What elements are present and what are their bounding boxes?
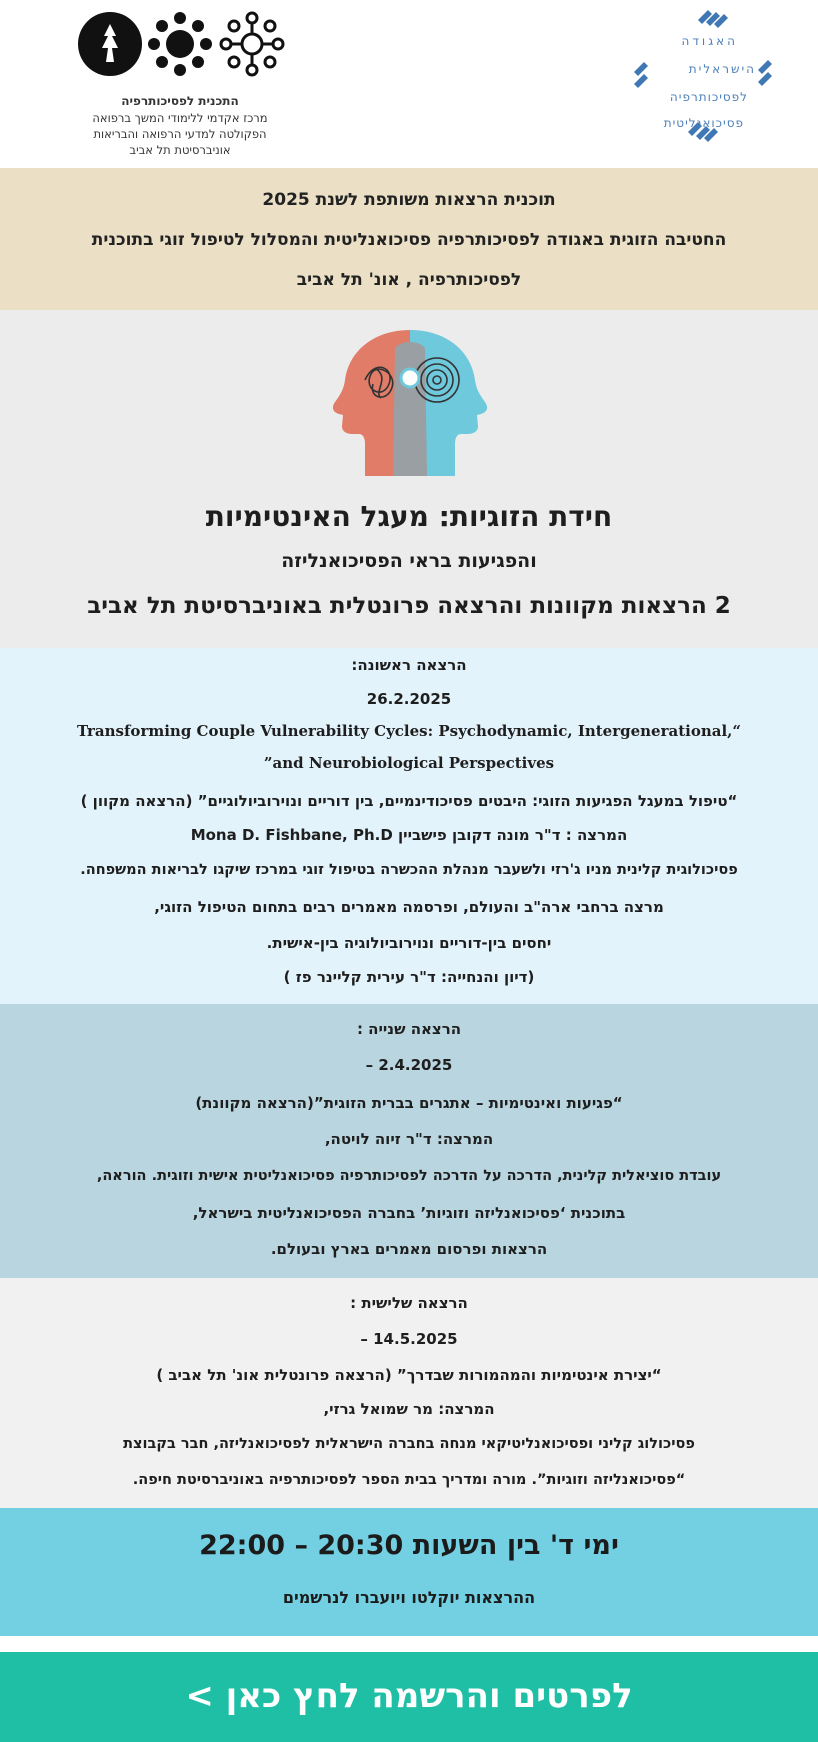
program-name: התכנית לפסיכותרפיה — [121, 94, 239, 108]
program-university: אוניברסיטת תל אביב — [129, 143, 231, 157]
register-button[interactable] — [0, 1652, 818, 1742]
lecture-3-lecturer: המרצה: מר שמואל גרזי, — [323, 1400, 495, 1418]
header — [0, 0, 818, 168]
lecture-2-section — [0, 1004, 818, 1278]
lecture-3-bio-1: פסיכולוג קליני ופסיכואנליטיקאי מנחה בחברה הישראלית לפסיכואנליזה, חבר בקבוצת — [123, 1436, 695, 1452]
schedule-note: ההרצאות יוקלטו ויועברו לנרשמים — [282, 1588, 536, 1607]
continuing-education-icon — [221, 13, 283, 75]
association-name-line1: האגודה — [681, 34, 738, 48]
schedule-band — [0, 1508, 818, 1636]
schedule-time: ימי ד' בין השעות 20:30 – 22:00 — [199, 1530, 619, 1561]
lecture-3-heading: הרצאה שלישית : — [350, 1294, 468, 1312]
lecture-1-date: 26.2.2025 — [366, 690, 452, 708]
register-button-label: לפרטים והרשמה לחץ כאן > — [185, 1676, 633, 1716]
lecture-2-bio-2: בתוכנית ‘פסיכואנליזה וזוגיות’ בחברה הפסיכואנליטית בישראל, — [192, 1204, 626, 1222]
tau-emblem-icon — [78, 12, 142, 76]
announcement-band — [0, 168, 818, 310]
association-logo — [628, 10, 778, 150]
lecture-2-date: 2.4.2025 – — [365, 1056, 453, 1074]
hero — [0, 310, 818, 648]
university-icons — [76, 10, 286, 80]
lecture-1-section — [0, 648, 818, 1004]
lecture-3-date: 14.5.2025 – — [360, 1330, 458, 1348]
lecture-2-heading: הרצאה שנייה : — [356, 1020, 462, 1038]
lecture-3-section — [0, 1278, 818, 1508]
event-title: חידת הזוגיות: מעגל האינטימיות — [205, 500, 613, 533]
university-logo — [70, 10, 290, 160]
event-format: 2 הרצאות מקוונות והרצאה פרונטלית באוניברסיטת תל אביב — [87, 593, 731, 619]
association-name-line3: לפסיכותרפיה — [669, 90, 748, 104]
medicine-faculty-icon — [148, 12, 212, 76]
lecture-2-bio-3: הרצאות ופרסום מאמרים בארץ ובעולם. — [270, 1240, 548, 1258]
association-name-line2: הישראלית — [688, 62, 756, 76]
event-subtitle: והפגיעות בראי הפסיכואנליזה — [281, 550, 537, 572]
lecture-1-moderator: (דיון והנחייה: ד"ר עירית קליינר פז ) — [283, 968, 535, 986]
lecture-1-bio-3: יחסים בין-דוריים ונוירוביולוגיה בין-אישית. — [266, 934, 552, 952]
lecture-1-bio-1: פסיכולוגית קלינית מניו ג'רזי ולשעבר מנהלת ההכשרה בטיפול זוגי במרכז שיקגו לבריאות המשפחה. — [80, 862, 738, 878]
two-heads-icon — [315, 328, 505, 476]
lecture-1-title-he: “טיפול במעגל הפגיעות הזוגי: היבטים פסיכודינמיים, בין דוריים ונוירוביולוגיים” (הרצאה מקוון ) — [80, 792, 738, 810]
lecture-3-bio-2: “פסיכואנליזה וזוגיות”. מורה ומדריך בבית הספר לפסיכותרפיה באוניברסיטת חיפה. — [132, 1472, 686, 1488]
announcement-line1: תוכנית הרצאות משותפת לשנת 2025 — [262, 190, 556, 210]
lecture-1-lecturer: המרצה : ד"ר מונה דקובן פישביין Mona D. Fishbane, Ph.D — [190, 826, 628, 844]
association-name-line4: פסיכואנליטית — [663, 116, 744, 130]
lecture-1-bio-2: מרצה ברחבי ארה"ב והעולם, ופרסמה מאמרים רבים בתחום הטיפול הזוגי, — [154, 898, 664, 916]
lecture-2-lecturer: המרצה: ד"ר זיוה לויטה, — [324, 1130, 494, 1148]
spacer — [0, 1636, 818, 1652]
announcement-line2: החטיבה הזוגית באגודה לפסיכותרפיה פסיכואנליטית והמסלול לטיפול זוגי בתוכנית — [91, 230, 727, 250]
program-faculty: הפקולטה למדעי הרפואה והבריאות — [93, 127, 267, 141]
lecture-1-heading: הרצאה ראשונה: — [351, 656, 467, 674]
lecture-1-title-en-1: Transforming Couple Vulnerability Cycles: Psychodynamic, Intergenerational,“ — [76, 722, 742, 740]
announcement-line3: לפסיכותרפיה , אונ' תל אביב — [296, 270, 522, 290]
lecture-1-title-en-2: ”and Neurobiological Perspectives — [263, 754, 555, 772]
lecture-2-bio-1: עובדת סוציאלית קלינית, הדרכה על הדרכה לפסיכותרפיה פסיכואנליטית אישית וזוגית. הוראה, — [96, 1168, 722, 1184]
lecture-2-title-he: “פגיעות ואינטימיות – אתגרים בברית הזוגית”(הרצאה מקוונת) — [195, 1094, 623, 1112]
lecture-3-title-he: “יצירת אינטימיות והמהמורות שבדרך” (הרצאה פרונטלית אונ' תל אביב ) — [156, 1366, 662, 1384]
program-center: מרכז אקדמי ללימודי המשך ברפואה — [92, 111, 268, 125]
